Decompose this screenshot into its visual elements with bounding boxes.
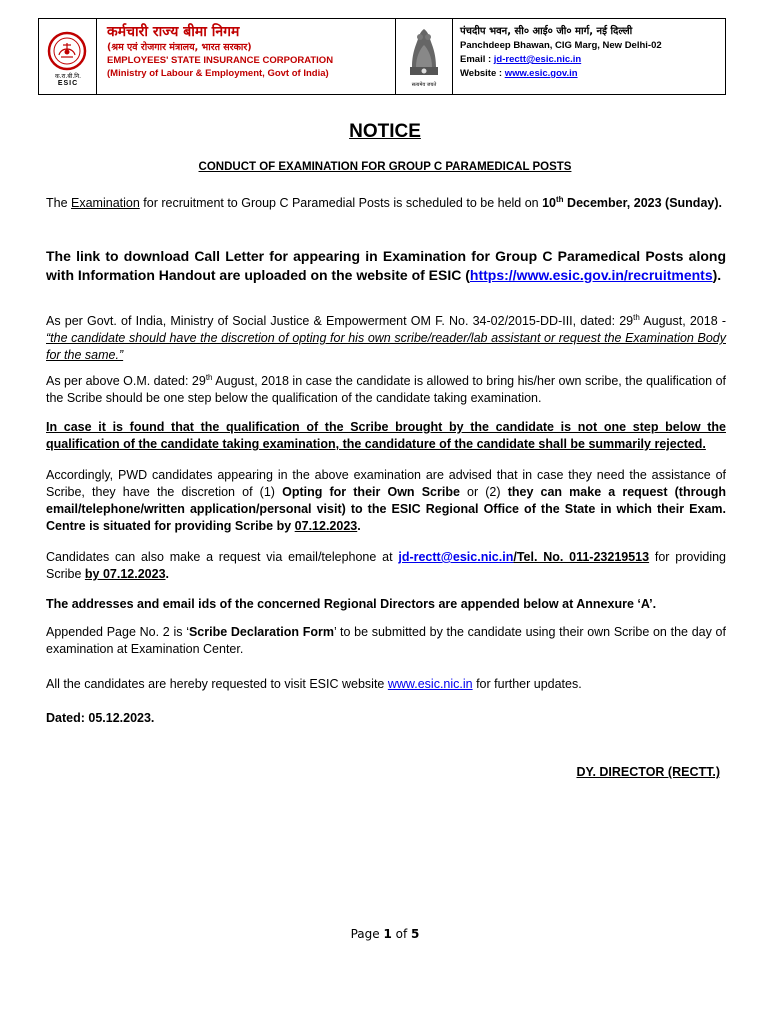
p1-examination-word: Examination	[71, 196, 140, 210]
p7-end: .	[165, 567, 170, 581]
notice-subtitle: CONDUCT OF EXAMINATION FOR GROUP C PARAMEDICAL POSTS	[198, 161, 572, 173]
p9-text-2: ’ to be submitted by the candidate using their own Scribe on the day of examination at Examination Center.	[46, 625, 726, 656]
paragraph-annexure: The addresses and email ids of the concerned Regional Directors are appended below at Annexure ‘A’.	[46, 597, 657, 611]
national-emblem-icon	[404, 23, 444, 81]
paragraph-call-letter	[46, 247, 726, 285]
website-link[interactable]: www.esic.gov.in	[504, 68, 578, 79]
contact-telephone: /Tel. No. 011-23219513	[513, 550, 650, 564]
recruitments-link[interactable]: https://www.esic.gov.in/recruitments	[469, 267, 713, 283]
esic-website-link[interactable]: www.esic.nic.in	[387, 677, 473, 691]
national-emblem-cell	[395, 19, 453, 94]
p6-text-2: or (2)	[459, 485, 508, 499]
esic-emblem-icon	[47, 31, 87, 71]
p6-end: .	[357, 519, 361, 533]
letterhead	[38, 18, 726, 95]
ministry-english: (Ministry of Labour & Employment, Govt of India)	[107, 68, 329, 79]
p3-text-1: As per Govt. of India, Ministry of Social Justice & Empowerment OM F. No. 34-02/2015-DD-III, dated: 29	[46, 314, 634, 328]
p6-own-scribe: Opting for their Own Scribe	[282, 485, 460, 499]
paragraph-govt-om	[46, 313, 726, 364]
address-block	[460, 24, 722, 81]
page-prefix: Page	[350, 927, 384, 941]
email-line	[460, 53, 722, 67]
p3-sup: th	[633, 312, 640, 322]
website-line	[460, 67, 722, 81]
p10-text-1: All the candidates are hereby requested to visit ESIC website	[46, 677, 388, 691]
website-label: Website :	[460, 68, 505, 79]
p9-text-1: Appended Page No. 2 is ‘	[46, 625, 189, 639]
paragraph-contact-request	[46, 549, 726, 583]
paragraph-website-updates	[46, 676, 726, 693]
paragraph-exam-schedule	[46, 195, 726, 212]
signatory: DY. DIRECTOR (RECTT.)	[576, 765, 720, 779]
page-current: 1	[383, 927, 392, 941]
exam-date-day: 10	[542, 196, 557, 210]
paragraph-scribe-qualification	[46, 373, 726, 407]
p2-text-1: The link to download Call Letter for appearing in Examination for Group C Paramedical Posts along with Information Handout are uploaded on the website of ESIC (	[46, 248, 726, 283]
p7-deadline: by 07.12.2023	[84, 567, 166, 581]
logo-caption-hindi: क.रा.बी.नि.	[54, 73, 82, 80]
ministry-hindi: (श्रम एवं रोजगार मंत्रालय, भारत सरकार)	[107, 42, 252, 53]
address-hindi: पंचदीप भवन, सी० आई० जी० मार्ग, नई दिल्ली	[460, 26, 633, 37]
p4-text-1: As per above O.M. dated: 29	[46, 374, 206, 388]
p6-deadline: 07.12.2023	[294, 519, 358, 533]
email-link[interactable]: jd-rectt@esic.nic.in	[493, 54, 582, 65]
exam-date-rest: December, 2023 (Sunday).	[563, 196, 722, 210]
p2-text-2: ).	[712, 267, 722, 283]
exam-date-sup: th	[556, 194, 564, 204]
dated-line: Dated: 05.12.2023.	[46, 711, 155, 725]
page-footer	[0, 927, 770, 941]
letterhead-logo-cell	[39, 19, 97, 94]
p4-text-2: August, 2018 in case the candidate is allowed to bring his/her own scribe, the qualification of the Scribe should be one step below the qualification of the candidate taking examination.	[46, 374, 727, 405]
page-of: of	[391, 927, 412, 941]
p6-text-1: Accordingly, PWD candidates appearing in the above examination are advised that in case they need the assistance of Scribe, they have the discretion of (1)	[46, 468, 726, 499]
p7-text-2: for providing Scribe	[46, 550, 726, 581]
address-english: Panchdeep Bhawan, CIG Marg, New Delhi-02	[460, 40, 662, 51]
om-quote: “the candidate should have the discretion of opting for his own scribe/reader/lab assistant or request the Examination Body for the same.”	[46, 331, 726, 362]
p6-request-text: they can make a request (through email/telephone/written application/personal visit) to the ESIC Regional Office of the State in which their Exam. Centre is situated for providing Scribe by	[46, 485, 726, 533]
p1-text-3: for recruitment to Group C Paramedial Posts is scheduled to be held on	[139, 196, 543, 210]
page-total: 5	[411, 927, 420, 941]
email-label: Email :	[460, 54, 494, 65]
emblem-motto: सत्यमेव जयते	[411, 82, 437, 88]
contact-email-link[interactable]: jd-rectt@esic.nic.in	[398, 550, 514, 564]
p1-text-1: The	[46, 196, 72, 210]
org-name-hindi: कर्मचारी राज्य बीमा निगम	[107, 24, 240, 40]
p4-sup: th	[205, 372, 213, 382]
logo-caption-english: ESIC	[57, 80, 79, 87]
paragraph-rejection-warning: In case it is found that the qualification of the Scribe brought by the candidate is not one step below the qualification of the candidate taking examination, the candidature of the candidate shall be summarily rejected.	[46, 420, 726, 451]
scribe-declaration-form: Scribe Declaration Form	[188, 625, 334, 639]
p10-text-2: for further updates.	[472, 677, 582, 691]
notice-title: NOTICE	[349, 121, 421, 142]
p3-text-2: August, 2018 -	[639, 314, 727, 328]
exam-date	[542, 196, 722, 210]
paragraph-declaration-form	[46, 624, 726, 658]
organization-block	[107, 23, 407, 80]
org-name-english: EMPLOYEES' STATE INSURANCE CORPORATION	[107, 55, 334, 66]
p7-text-1: Candidates can also make a request via email/telephone at	[46, 550, 399, 564]
paragraph-pwd-scribe	[46, 467, 726, 535]
